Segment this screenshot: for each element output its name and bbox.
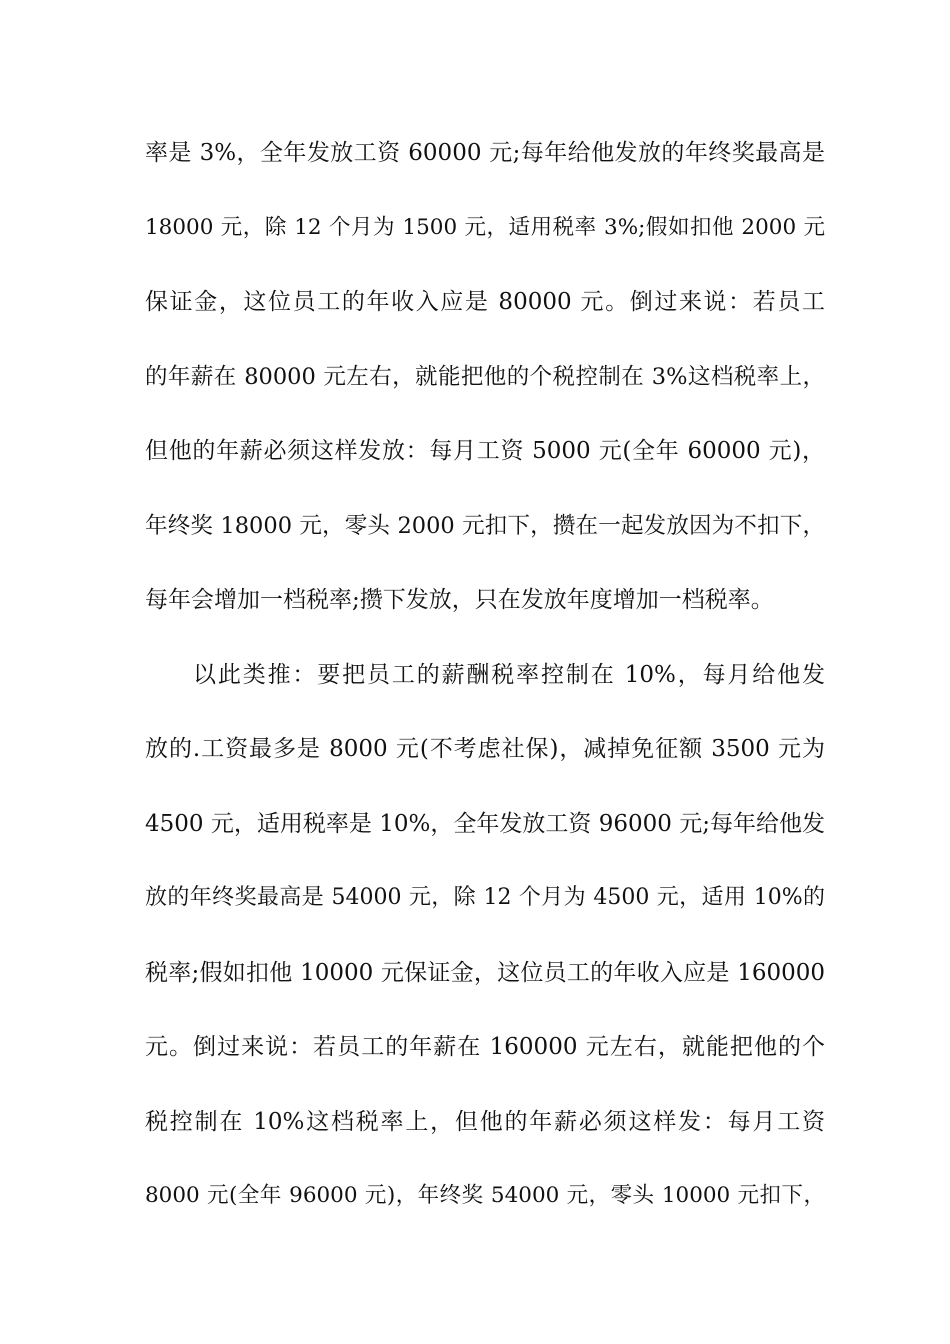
- text-line: 年终奖 18000 元，零头 2000 元扣下，攒在一起发放因为不扣下，: [145, 512, 825, 539]
- text-line: 元。倒过来说：若员工的年薪在 160000 元左右，就能把他的个: [145, 1034, 825, 1060]
- text-line: 放的年终奖最高是 54000 元，除 12 个月为 4500 元，适用 10%的: [145, 885, 825, 910]
- text-line: 率是 3%，全年发放工资 60000 元;每年给他发放的年终奖最高是: [145, 140, 825, 166]
- text-line: 每年会增加一档税率;攒下发放，只在发放年度增加一档税率。: [145, 587, 774, 613]
- text-line: 保证金，这位员工的年收入应是 80000 元。倒过来说：若员工: [145, 289, 825, 315]
- text-line: 4500 元，适用税率是 10%，全年发放工资 96000 元;每年给他发: [145, 810, 825, 837]
- text-line: 放的.工资最多是 8000 元(不考虑社保)，减掉免征额 3500 元为: [145, 736, 825, 762]
- text-line: 的年薪在 80000 元左右，就能把他的个税控制在 3%这档税率上，: [145, 363, 825, 390]
- body-text: [145, 130, 825, 1248]
- text-line: 8000 元(全年 96000 元)，年终奖 54000 元，零头 10000 元扣下，: [145, 1183, 825, 1208]
- text-line: 18000 元，除 12 个月为 1500 元，适用税率 3%;假如扣他 2000 元: [145, 214, 825, 240]
- text-line: 但他的年薪必须这样发放：每月工资 5000 元(全年 60000 元)，: [145, 438, 825, 464]
- text-line: 税率;假如扣他 10000 元保证金，这位员工的年收入应是 160000: [145, 959, 825, 986]
- text-line: 税控制在 10%这档税率上，但他的年薪必须这样发：每月工资: [145, 1108, 825, 1135]
- paragraph-first-line: 以此类推：要把员工的薪酬税率控制在 10%，每月给他发: [193, 661, 825, 688]
